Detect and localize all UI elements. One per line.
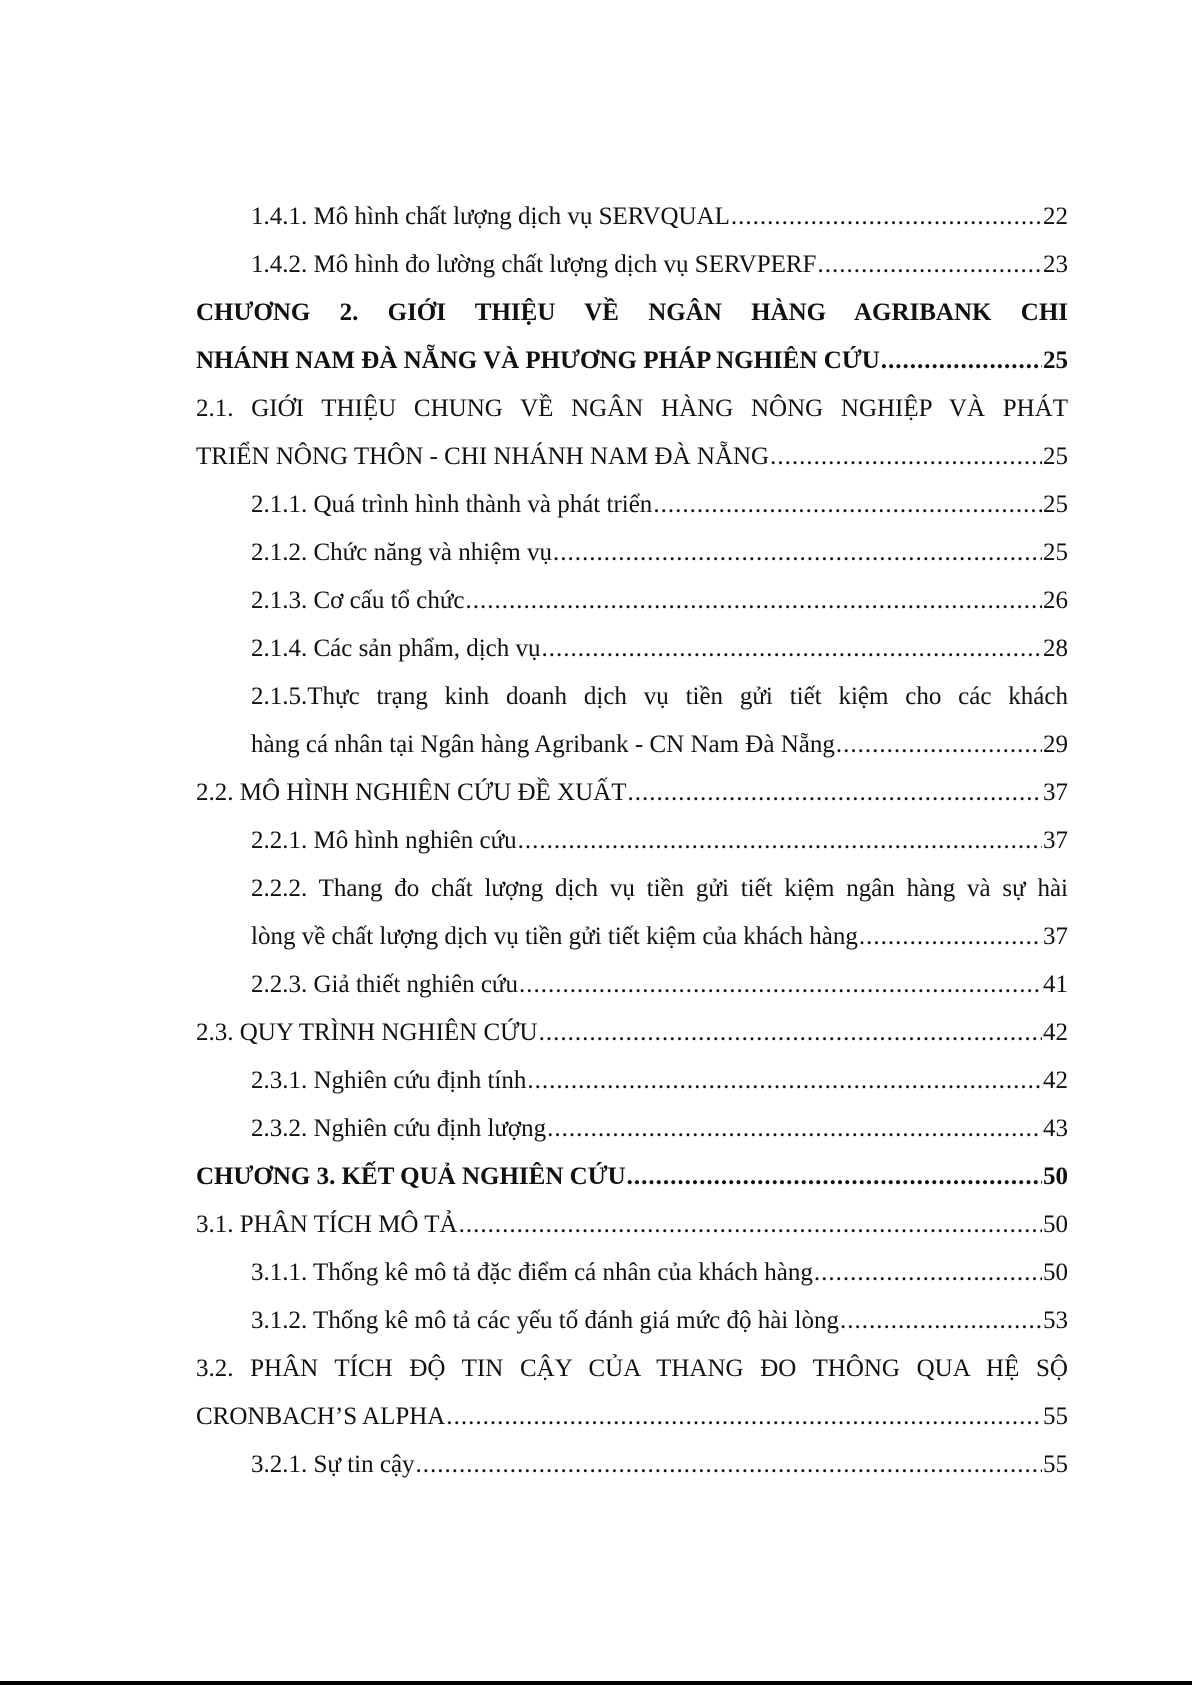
toc-entry-title: 3.2.1. Sự tin cậy bbox=[251, 1451, 415, 1478]
toc-entry-title: 2.1.1. Quá trình hình thành và phát triển bbox=[251, 491, 653, 518]
dot-leader bbox=[459, 1201, 1042, 1249]
dot-leader bbox=[547, 1105, 1042, 1153]
toc-page-number: 23 bbox=[1043, 251, 1068, 278]
toc-entry-line bbox=[251, 961, 1068, 1009]
dot-leader bbox=[840, 1297, 1042, 1345]
toc-page-number: 37 bbox=[1043, 923, 1068, 950]
toc-entry bbox=[196, 1057, 1068, 1105]
toc-entry-title: 3.1. PHÂN TÍCH MÔ TẢ bbox=[196, 1211, 458, 1238]
toc-page-number: 29 bbox=[1043, 731, 1068, 758]
dot-leader bbox=[553, 529, 1042, 577]
toc-page-number: 43 bbox=[1043, 1115, 1068, 1142]
toc-entry-title: TRIỂN NÔNG THÔN - CHI NHÁNH NAM ĐÀ NẴNG bbox=[196, 443, 770, 470]
toc-entry-line bbox=[251, 817, 1068, 865]
toc-entry-line bbox=[251, 913, 1068, 961]
toc-page-number: 42 bbox=[1043, 1019, 1068, 1046]
toc-page-number: 41 bbox=[1043, 971, 1068, 998]
dot-leader bbox=[653, 481, 1042, 529]
toc-entry-title-line: CHƯƠNG 2. GIỚI THIỆU VỀ NGÂN HÀNG AGRIBANK CHI bbox=[196, 299, 1068, 326]
toc-entry-line bbox=[251, 1057, 1068, 1105]
toc-entry-line bbox=[251, 721, 1068, 769]
dot-leader bbox=[836, 721, 1042, 769]
toc-entry-title-line: 2.1. GIỚI THIỆU CHUNG VỀ NGÂN HÀNG NÔNG NGHIỆP VÀ PHÁT bbox=[196, 395, 1068, 422]
toc-entry-line bbox=[196, 1009, 1068, 1057]
toc-entry-title: 2.3.1. Nghiên cứu định tính bbox=[251, 1067, 527, 1094]
toc-page-number: 55 bbox=[1043, 1451, 1068, 1478]
dot-leader bbox=[859, 913, 1042, 961]
page-bottom-border bbox=[0, 1681, 1192, 1685]
toc-entry-title: 2.3. QUY TRÌNH NGHIÊN CỨU bbox=[196, 1019, 538, 1046]
toc-entry-line bbox=[251, 1105, 1068, 1153]
toc-entry-line bbox=[251, 1297, 1068, 1345]
toc-entry bbox=[196, 241, 1068, 289]
toc-entry-title: 2.2. MÔ HÌNH NGHIÊN CỨU ĐỀ XUẤT bbox=[196, 779, 627, 806]
toc-entry bbox=[196, 865, 1068, 961]
toc-entry bbox=[196, 1441, 1068, 1489]
dot-leader bbox=[770, 433, 1042, 481]
toc-entry-title: 2.1.2. Chức năng và nhiệm vụ bbox=[251, 539, 553, 566]
dot-leader bbox=[466, 577, 1042, 625]
toc-entry-line bbox=[251, 625, 1068, 673]
toc-entry-line bbox=[251, 241, 1068, 289]
toc-entry bbox=[196, 1009, 1068, 1057]
dot-leader bbox=[519, 961, 1042, 1009]
toc-entry-line bbox=[251, 1441, 1068, 1489]
toc-entry-line bbox=[196, 1153, 1068, 1201]
toc-entry-line bbox=[196, 769, 1068, 817]
toc-entry-line bbox=[251, 577, 1068, 625]
toc-page-number: 50 bbox=[1043, 1211, 1068, 1238]
toc-entry-title: 2.1.4. Các sản phẩm, dịch vụ bbox=[251, 635, 541, 662]
toc-entry-title-line: 2.2.2. Thang đo chất lượng dịch vụ tiền gửi tiết kiệm ngân hàng và sự hài bbox=[251, 875, 1068, 902]
toc-entry bbox=[196, 1153, 1068, 1201]
toc-page-number: 55 bbox=[1043, 1403, 1068, 1430]
toc-entry-line bbox=[251, 193, 1068, 241]
toc-entry-title: lòng về chất lượng dịch vụ tiền gửi tiết kiệm của khách hàng bbox=[251, 923, 858, 950]
toc-entry-title: 2.3.2. Nghiên cứu định lượng bbox=[251, 1115, 547, 1142]
toc-entry bbox=[196, 289, 1068, 385]
toc-entry bbox=[196, 1345, 1068, 1441]
toc-page-number: 25 bbox=[1043, 347, 1068, 374]
dot-leader bbox=[627, 769, 1042, 817]
toc-entry-title: NHÁNH NAM ĐÀ NẴNG VÀ PHƯƠNG PHÁP NGHIÊN CỨU bbox=[196, 347, 880, 374]
toc-entry-line bbox=[251, 1249, 1068, 1297]
toc-entry-line bbox=[196, 337, 1068, 385]
toc-entry bbox=[196, 625, 1068, 673]
dot-leader bbox=[542, 625, 1042, 673]
toc-entry-title-line: 3.2. PHÂN TÍCH ĐỘ TIN CẬY CỦA THANG ĐO THÔNG QUA HỆ SỘ bbox=[196, 1355, 1068, 1382]
dot-leader bbox=[527, 1057, 1042, 1105]
toc-entry bbox=[196, 673, 1068, 769]
toc-entry bbox=[196, 1249, 1068, 1297]
toc-entry-title: hàng cá nhân tại Ngân hàng Agribank - CN Nam Đà Nẵng bbox=[251, 731, 835, 758]
toc-page-number: 50 bbox=[1043, 1259, 1068, 1286]
toc-page-number: 25 bbox=[1043, 443, 1068, 470]
toc-entry-title: 1.4.1. Mô hình chất lượng dịch vụ SERVQUAL bbox=[251, 203, 730, 230]
toc-entry bbox=[196, 769, 1068, 817]
toc-entry bbox=[196, 961, 1068, 1009]
dot-leader bbox=[731, 193, 1042, 241]
toc-page-number: 22 bbox=[1043, 203, 1068, 230]
toc-page-number: 28 bbox=[1043, 635, 1068, 662]
toc-page-number: 26 bbox=[1043, 587, 1068, 614]
toc-page-number: 25 bbox=[1043, 491, 1068, 518]
toc-page-number: 53 bbox=[1043, 1307, 1068, 1334]
dot-leader bbox=[446, 1393, 1042, 1441]
toc-entry-title: 2.2.3. Giả thiết nghiên cứu bbox=[251, 971, 518, 998]
toc-entry-title: 3.1.1. Thống kê mô tả đặc điểm cá nhân của khách hàng bbox=[251, 1259, 813, 1286]
dot-leader bbox=[539, 1009, 1042, 1057]
toc-entry-title: 2.2.1. Mô hình nghiên cứu bbox=[251, 827, 517, 854]
toc-entry bbox=[196, 1297, 1068, 1345]
toc-entry-line bbox=[196, 1393, 1068, 1441]
toc-entry bbox=[196, 577, 1068, 625]
toc-entry-line bbox=[251, 481, 1068, 529]
toc-page-number: 50 bbox=[1043, 1163, 1068, 1190]
toc-page-number: 37 bbox=[1043, 779, 1068, 806]
dot-leader bbox=[627, 1153, 1042, 1201]
toc-entry bbox=[196, 1201, 1068, 1249]
toc-entry-title: 1.4.2. Mô hình đo lường chất lượng dịch vụ SERVPERF bbox=[251, 251, 817, 278]
toc-entry-title-line: 2.1.5.Thực trạng kinh doanh dịch vụ tiền gửi tiết kiệm cho các khách bbox=[251, 683, 1068, 710]
toc-entry-title: CHƯƠNG 3. KẾT QUẢ NGHIÊN CỨU bbox=[196, 1163, 626, 1190]
toc-page-number: 25 bbox=[1043, 539, 1068, 566]
toc-entry-title: CRONBACH’S ALPHA bbox=[196, 1403, 446, 1430]
toc-entry bbox=[196, 817, 1068, 865]
toc-page-number: 37 bbox=[1043, 827, 1068, 854]
toc-entry-line bbox=[196, 1201, 1068, 1249]
toc-entry bbox=[196, 1105, 1068, 1153]
toc-entry-title: 3.1.2. Thống kê mô tả các yếu tố đánh giá mức độ hài lòng bbox=[251, 1307, 839, 1334]
dot-leader bbox=[416, 1441, 1042, 1489]
dot-leader bbox=[814, 1249, 1042, 1297]
dot-leader bbox=[817, 241, 1042, 289]
dot-leader bbox=[881, 337, 1042, 385]
toc-entry-title: 2.1.3. Cơ cấu tổ chức bbox=[251, 587, 465, 614]
toc-entry-line bbox=[196, 433, 1068, 481]
toc-page-number: 42 bbox=[1043, 1067, 1068, 1094]
toc-entry bbox=[196, 481, 1068, 529]
table-of-contents bbox=[196, 193, 1068, 1489]
toc-entry-line bbox=[251, 529, 1068, 577]
toc-entry bbox=[196, 529, 1068, 577]
toc-entry bbox=[196, 385, 1068, 481]
dot-leader bbox=[518, 817, 1042, 865]
toc-entry bbox=[196, 193, 1068, 241]
